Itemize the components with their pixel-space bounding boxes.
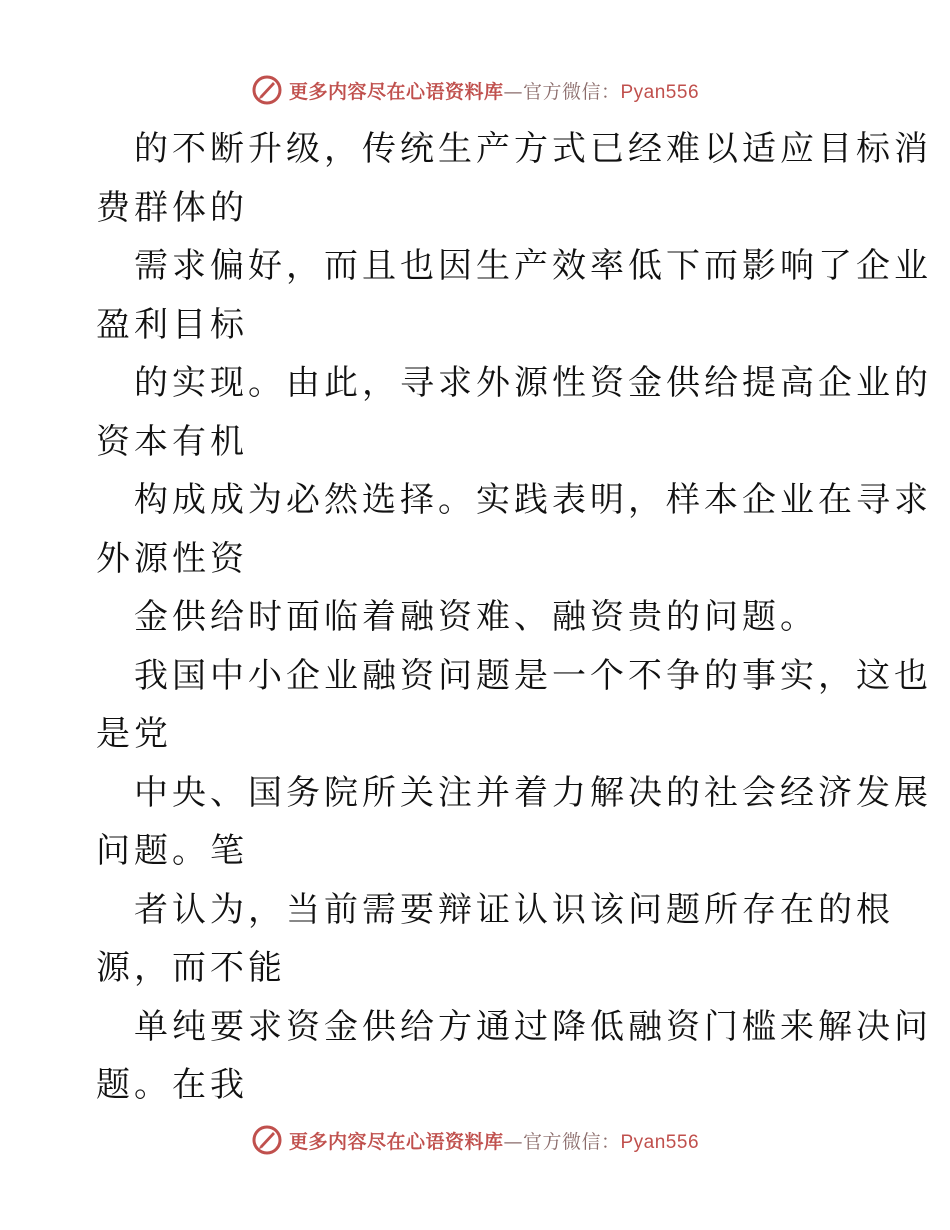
- body-line: 构成成为必然选择。实践表明，样本企业在寻求: [134, 480, 932, 520]
- wechat-id: Pyan556: [620, 81, 700, 103]
- body-line: 单纯要求资金供给方通过降低融资门槛来解决问: [134, 1006, 932, 1047]
- quill-logo-icon: [251, 74, 283, 106]
- body-line: 金供给时面临着融资难、融资贵的问题。: [134, 597, 818, 637]
- footer-title: 更多内容尽在心语资料库: [288, 1130, 504, 1153]
- document-body: [96, 120, 932, 1115]
- body-line: 问题。笔: [96, 831, 248, 871]
- banner-title-line: [289, 77, 699, 104]
- footer-banner: [0, 1120, 950, 1160]
- body-line: 中央、国务院所关注并着力解决的社会经济发展: [134, 772, 932, 813]
- body-line: 盈利目标: [96, 304, 248, 345]
- body-line: 资本有机: [96, 421, 248, 462]
- footer-title-line: [289, 1127, 699, 1154]
- body-line: 者认为，当前需要辩证认识该问题所存在的根: [134, 889, 894, 930]
- body-line: 源，而不能: [96, 948, 286, 988]
- banner-separator: —: [503, 80, 523, 103]
- banner-title: 更多内容尽在心语资料库: [288, 80, 504, 103]
- wechat-label: 官方微信：: [522, 80, 621, 103]
- body-line: 的不断升级，传统生产方式已经难以适应目标消: [134, 129, 932, 169]
- body-line: 外源性资: [96, 538, 248, 579]
- body-line: 题。在我: [96, 1065, 248, 1105]
- footer-wechat-id: Pyan556: [620, 1131, 700, 1153]
- body-line: 是党: [96, 714, 172, 754]
- body-line: 我国中小企业融资问题是一个不争的事实，这也: [134, 655, 932, 696]
- footer-separator: —: [503, 1130, 523, 1153]
- body-line: 费群体的: [96, 187, 248, 228]
- footer-wechat-label: 官方微信：: [522, 1130, 621, 1153]
- header-banner: [0, 70, 950, 110]
- body-line: 的实现。由此，寻求外源性资金供给提高企业的: [134, 363, 932, 403]
- quill-logo-icon: [251, 1124, 283, 1156]
- body-line: 需求偏好，而且也因生产效率低下而影响了企业: [134, 246, 932, 286]
